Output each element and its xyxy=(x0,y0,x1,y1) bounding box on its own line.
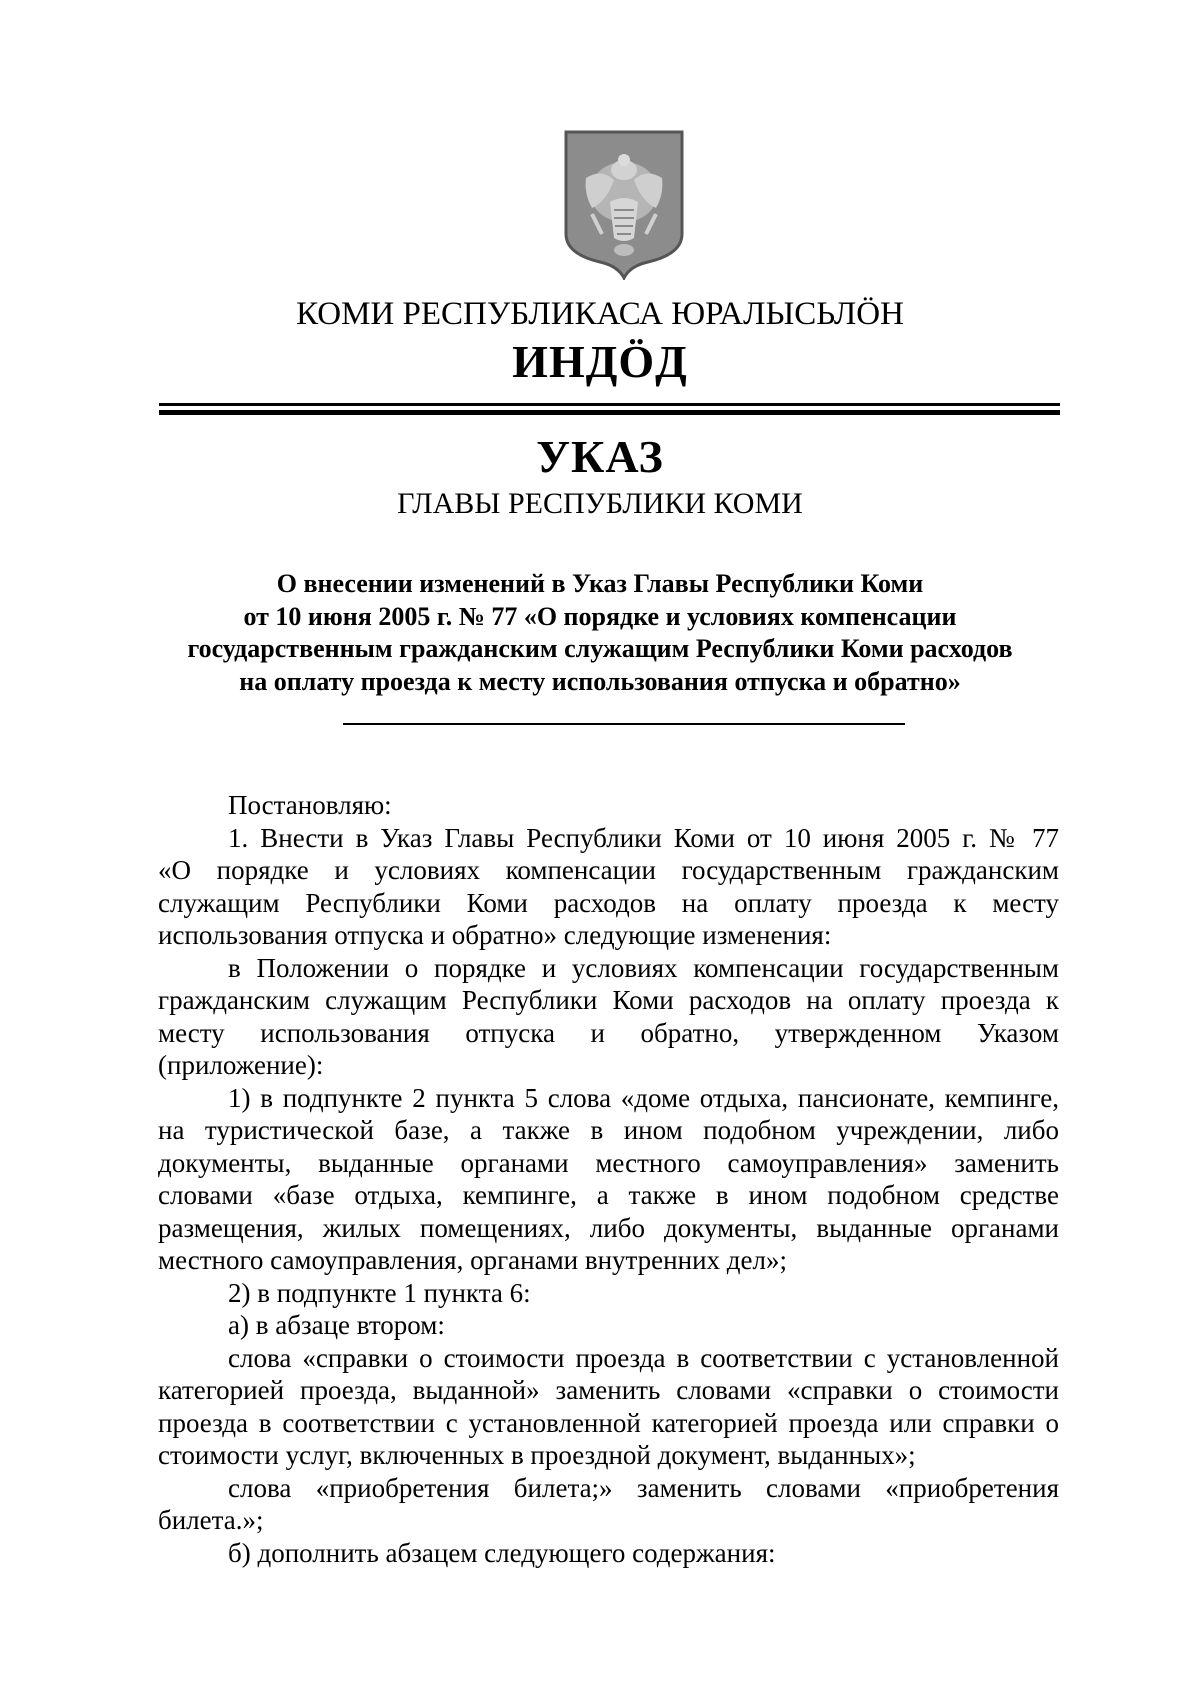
org-line: КОМИ РЕСПУБЛИКАСА ЮРАЛЫСЬЛӦН xyxy=(296,296,904,332)
title-line: государственным гражданским служащим Республики Коми расходов xyxy=(187,634,1013,663)
document-title xyxy=(150,568,1050,698)
body-line: служащим Республики Коми расходов на оплату проезда к месту xyxy=(158,888,1059,918)
body-line: 1) в подпункте 2 пункта 5 слова «доме отдыха, пансионате, кемпинге, xyxy=(228,1083,1059,1113)
body-line: месту использования отпуска и обратно, утвержденном Указом xyxy=(158,1018,1059,1048)
document-issuer: ГЛАВЫ РЕСПУБЛИКИ КОМИ xyxy=(397,487,803,520)
org-name: ИНДӦД xyxy=(512,336,688,387)
body-line: слова «справки о стоимости проезда в соответствии с установленной xyxy=(228,1343,1059,1373)
body-line: слова «приобретения билета;» заменить словами «приобретения xyxy=(228,1473,1059,1503)
body-line: размещения, жилых помещениях, либо документы, выданные органами xyxy=(158,1213,1059,1243)
body-line: Постановляю: xyxy=(228,790,392,820)
body-line: гражданским служащим Республики Коми расходов на оплату проезда к xyxy=(158,985,1059,1015)
title-line: на оплату проезда к месту использования отпуска и обратно» xyxy=(239,666,961,696)
body-line: 1. Внести в Указ Главы Республики Коми от 10 июня 2005 г. № 77 xyxy=(228,823,1059,853)
body-line: б) дополнить абзацем следующего содержания: xyxy=(228,1538,776,1568)
body-line: в Положении о порядке и условиях компенсации государственным xyxy=(228,953,1059,983)
title-line: от 10 июня 2005 г. № 77 «О порядке и условиях компенсации xyxy=(243,601,957,631)
title-line: О внесении изменений в Указ Главы Республики Коми xyxy=(276,569,924,598)
body-line: стоимости услуг, включенных в проездной документ, выданных»; xyxy=(158,1440,916,1470)
body-line: использования отпуска и обратно» следующие изменения: xyxy=(158,920,832,950)
body-line: билета.»; xyxy=(158,1505,264,1535)
body-line: «О порядке и условиях компенсации государственным гражданским xyxy=(158,855,1059,885)
body-line: 2) в подпункте 1 пункта 6: xyxy=(228,1278,531,1308)
header-divider xyxy=(159,403,1060,406)
body-line: категорией проезда, выданной» заменить словами «справки о стоимости xyxy=(158,1375,1059,1405)
body-line: на туристической базе, а также в ином подобном учреждении, либо xyxy=(158,1115,1059,1145)
coat-of-arms-icon xyxy=(562,130,686,280)
body-line: документы, выданные органами местного самоуправления» заменить xyxy=(158,1148,1059,1178)
body-line: словами «базе отдыха, кемпинге, а также в ином подобном средстве xyxy=(158,1180,1059,1210)
header-divider-thick xyxy=(159,410,1060,415)
document-type: УКАЗ xyxy=(536,431,664,482)
body-line: местного самоуправления, органами внутренних дел»; xyxy=(158,1245,787,1275)
body-line: (приложение): xyxy=(158,1050,324,1080)
body-line: а) в абзаце втором: xyxy=(228,1310,445,1340)
body-line: проезда в соответствии с установленной категорией проезда или справки о xyxy=(158,1408,1059,1438)
title-divider xyxy=(343,723,905,725)
